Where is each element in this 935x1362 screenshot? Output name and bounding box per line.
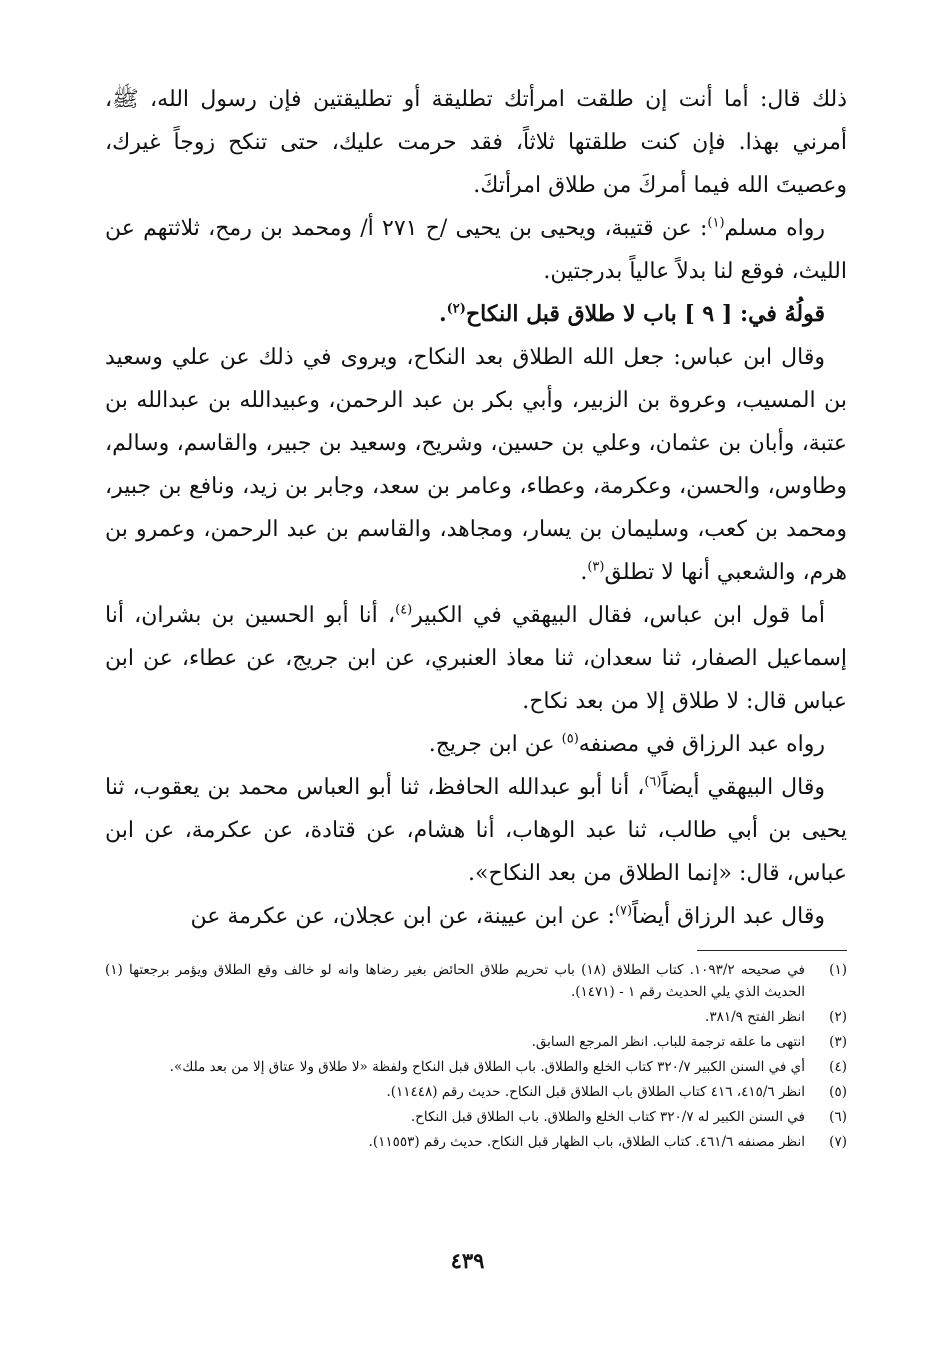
section-heading bbox=[105, 293, 847, 336]
heading-text: . bbox=[438, 301, 447, 327]
main-text bbox=[105, 78, 847, 938]
paragraph-text: عن ابن جريج. bbox=[428, 732, 562, 757]
footnote-number: (١) bbox=[829, 962, 847, 978]
footnote bbox=[105, 1106, 847, 1128]
footnotes bbox=[105, 959, 847, 1153]
footnote bbox=[105, 1031, 847, 1053]
paragraph-text: : عن ابن عيينة، عن ابن عجلان، عن عكرمة عن bbox=[190, 904, 615, 929]
page bbox=[105, 78, 847, 1156]
footnote bbox=[105, 959, 847, 1003]
paragraph-text: ذلك قال: أما أنت إن طلقت امرأتك تطليقة أو تطليقتين فإن رسول الله، ﷺ، أمرني بهذا. فإن كنت طلقتها ثلاثاً، فقد حرمت عليك، حتى تنكح زوجاً غيرك، وعصيتَ الله فيما أمركَ من طلاق امرأتكَ. bbox=[105, 87, 847, 198]
footnote-number: (٦) bbox=[829, 1109, 847, 1125]
footnote-number: (٣) bbox=[829, 1034, 847, 1050]
footnote-text: انتهى ما علقه ترجمة للباب. انظر المرجع السابق. bbox=[531, 1034, 805, 1050]
paragraph-text: أما قول ابن عباس، فقال البيهقي في الكبير bbox=[412, 603, 825, 628]
footnote-ref[interactable]: (٤) bbox=[395, 602, 413, 618]
paragraph-text: : عن قتيبة، ويحيى بن يحيى /ح ٢٧١ أ/ ومحمد بن رمح، ثلاثتهم عن الليث، فوقع لنا بدلاً عالياً بدرجتين. bbox=[105, 216, 847, 284]
heading-text: قولُهُ في: [ ٩ ] باب لا طلاق قبل النكاح bbox=[465, 301, 825, 327]
page-number: ٤٣٩ bbox=[450, 1248, 485, 1273]
footnote-text: انظر مصنفه ٤٦١/٦. كتاب الطلاق، باب الظهار قبل النكاح. حديث رقم (١١٥٥٣). bbox=[368, 1134, 805, 1150]
paragraph-text: رواه مسلم bbox=[724, 216, 825, 241]
footnote-text: في السنن الكبير له ٣٢٠/٧ كتاب الخلع والطلاق. باب الطلاق قبل النكاح. bbox=[410, 1109, 805, 1125]
footnote-ref[interactable]: (٦) bbox=[644, 774, 662, 790]
footnote-number: (٥) bbox=[829, 1084, 847, 1100]
footnote-text: أي في السنن الكبير ٣٢٠/٧ كتاب الخلع والطلاق. باب الطلاق قبل النكاح ولفظة «لا طلاق ولا عتاق إلا من بعد ملك». bbox=[169, 1059, 805, 1075]
paragraph-1 bbox=[105, 78, 847, 207]
paragraph-text: وقال البيهقي أيضاً bbox=[661, 775, 826, 800]
paragraph-5 bbox=[105, 723, 847, 766]
footnote-ref[interactable]: (٧) bbox=[614, 903, 633, 919]
paragraph-4 bbox=[105, 594, 847, 723]
footnote-ref[interactable]: (٣) bbox=[587, 559, 605, 575]
footnote-number: (٧) bbox=[829, 1134, 847, 1150]
footnote-ref[interactable]: (٥) bbox=[561, 731, 579, 747]
footnote-ref[interactable]: (٢) bbox=[446, 301, 466, 317]
paragraph-text: ، أنا أبو عبدالله الحافظ، ثنا أبو العباس محمد بن يعقوب، ثنا يحيى بن أبي طالب، ثنا عبد الوهاب، أنا هشام، عن قتادة، عن عكرمة، عن ابن عباس، قال: «إنما الطلاق من بعد النكاح». bbox=[105, 775, 847, 886]
paragraph-6 bbox=[105, 766, 847, 895]
footnote-divider bbox=[697, 950, 847, 951]
footnote-text: انظر ٤١٥/٦، ٤١٦ كتاب الطلاق باب الطلاق قبل النكاح. حديث رقم (١١٤٤٨). bbox=[386, 1084, 805, 1100]
paragraph-text: وقال ابن عباس: جعل الله الطلاق بعد النكاح، ويروى في ذلك عن علي وسعيد بن المسيب، وعروة بن الزبير، وأبي بكر بن عبد الرحمن، وعبيدالله بن عبدالله بن عتبة، وأبان بن عثمان، وعلي بن حسين، وشريح، وسعيد بن جبير، والقاسم، وسالم، وطاوس، والحسن، وعكرمة، وعطاء، وعامر بن سعد، وجابر بن زيد، ونافع بن جبير، ومحمد بن كعب، وسليمان بن يسار، ومجاهد، والقاسم بن عبد الرحمن، وعمرو بن هرم، والشعبي أنها لا تطلق bbox=[105, 345, 847, 585]
paragraph-3 bbox=[105, 336, 847, 594]
footnote-ref[interactable]: (١) bbox=[707, 215, 725, 231]
footnote-text: انظر الفتح ٣٨١/٩. bbox=[705, 1009, 805, 1025]
footnote bbox=[105, 1081, 847, 1103]
footnote bbox=[105, 1131, 847, 1153]
footnote-number: (٢) bbox=[829, 1009, 847, 1025]
paragraph-7 bbox=[105, 895, 847, 938]
footnote bbox=[105, 1006, 847, 1028]
footnote-number: (٤) bbox=[829, 1059, 847, 1075]
paragraph-text: ، أنا أبو الحسين بن بشران، أنا إسماعيل الصفار، ثنا سعدان، ثنا معاذ العنبري، عن ابن جريج، عن عطاء، عن ابن عباس قال: لا طلاق إلا من بعد نكاح. bbox=[105, 603, 847, 714]
footnote-text: في صحيحه ١٠٩٣/٢. كتاب الطلاق (١٨) باب تحريم طلاق الحائض بغير رضاها وانه لو خالف وقع الطلاق ويؤمر برجعتها (١) الحديث الذي يلي الحديث رقم ١ - (١٤٧١). bbox=[105, 962, 805, 1000]
paragraph-2 bbox=[105, 207, 847, 293]
footnote bbox=[105, 1056, 847, 1078]
paragraph-text: وقال عبد الرزاق أيضاً bbox=[632, 904, 825, 929]
paragraph-text: رواه عبد الرزاق في مصنفه bbox=[578, 732, 825, 757]
paragraph-text: . bbox=[580, 560, 588, 585]
